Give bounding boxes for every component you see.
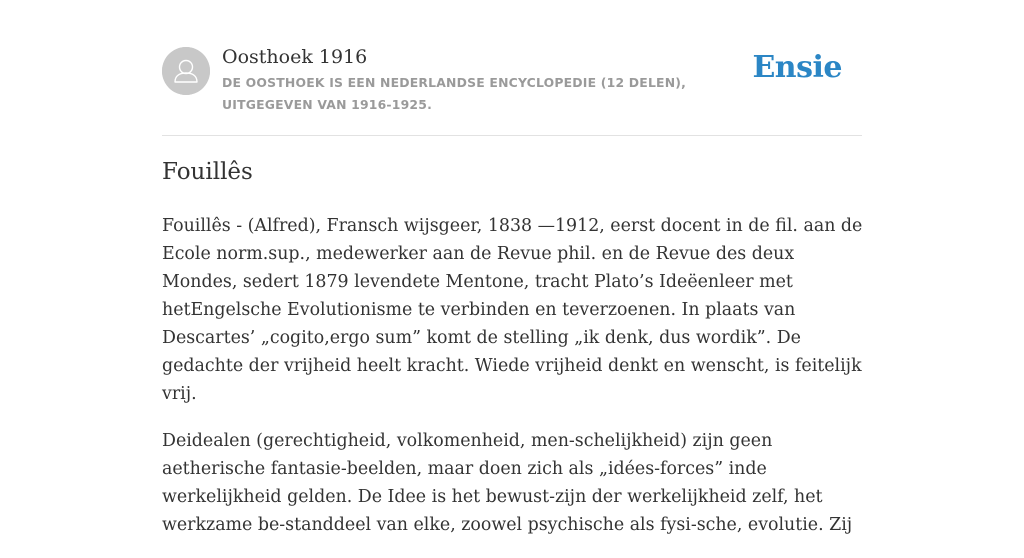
entry-paragraph: Fouillês - (Alfred), Fransch wijsgeer, 1838 —1912, eerst docent in de fil. aan de Ecole norm.sup., medewerker aan de Revue phil. en de Revue des deux Mondes, sedert 1879 levendete Mentone, tracht Plato’s Ideëenleer met hetEngelsche Evolutionisme te verbinden en teverzoenen. In plaats van Descartes’ „cogito,ergo sum” komt de stelling „ik denk, dus wordik”. De gedachte der vrijheid heelt kracht. Wiede vrijheid denkt en wenscht, is feitelijk vrij. <box>162 216 863 404</box>
source-description: DE OOSTHOEK IS EEN NEDERLANDSE ENCYCLOPEDIE (12 DELEN), UITGEGEVEN VAN 1916-1925. <box>222 75 687 112</box>
source-name[interactable]: Oosthoek 1916 <box>222 46 368 68</box>
entry-body <box>162 212 864 558</box>
ensie-logo-link[interactable]: Ensie <box>752 50 842 85</box>
entry-paragraph: Deidealen (gerechtigheid, volkomenheid, men-schelijkheid) zijn geen aetherische fantasie-beelden, maar doen zich als „idées-forces” inde werkelijkheid gelden. De Idee is het bewust-zijn der werkelijkheid zelf, het werkzame be-standdeel van elke, zoowel psychische als fysi-sche, evolutie. Zij <box>162 431 853 535</box>
source-header <box>162 0 862 136</box>
entry-title: Fouillês <box>162 159 253 185</box>
avatar[interactable] <box>162 47 210 95</box>
article-container <box>162 0 863 535</box>
user-silhouette-icon <box>162 47 210 95</box>
